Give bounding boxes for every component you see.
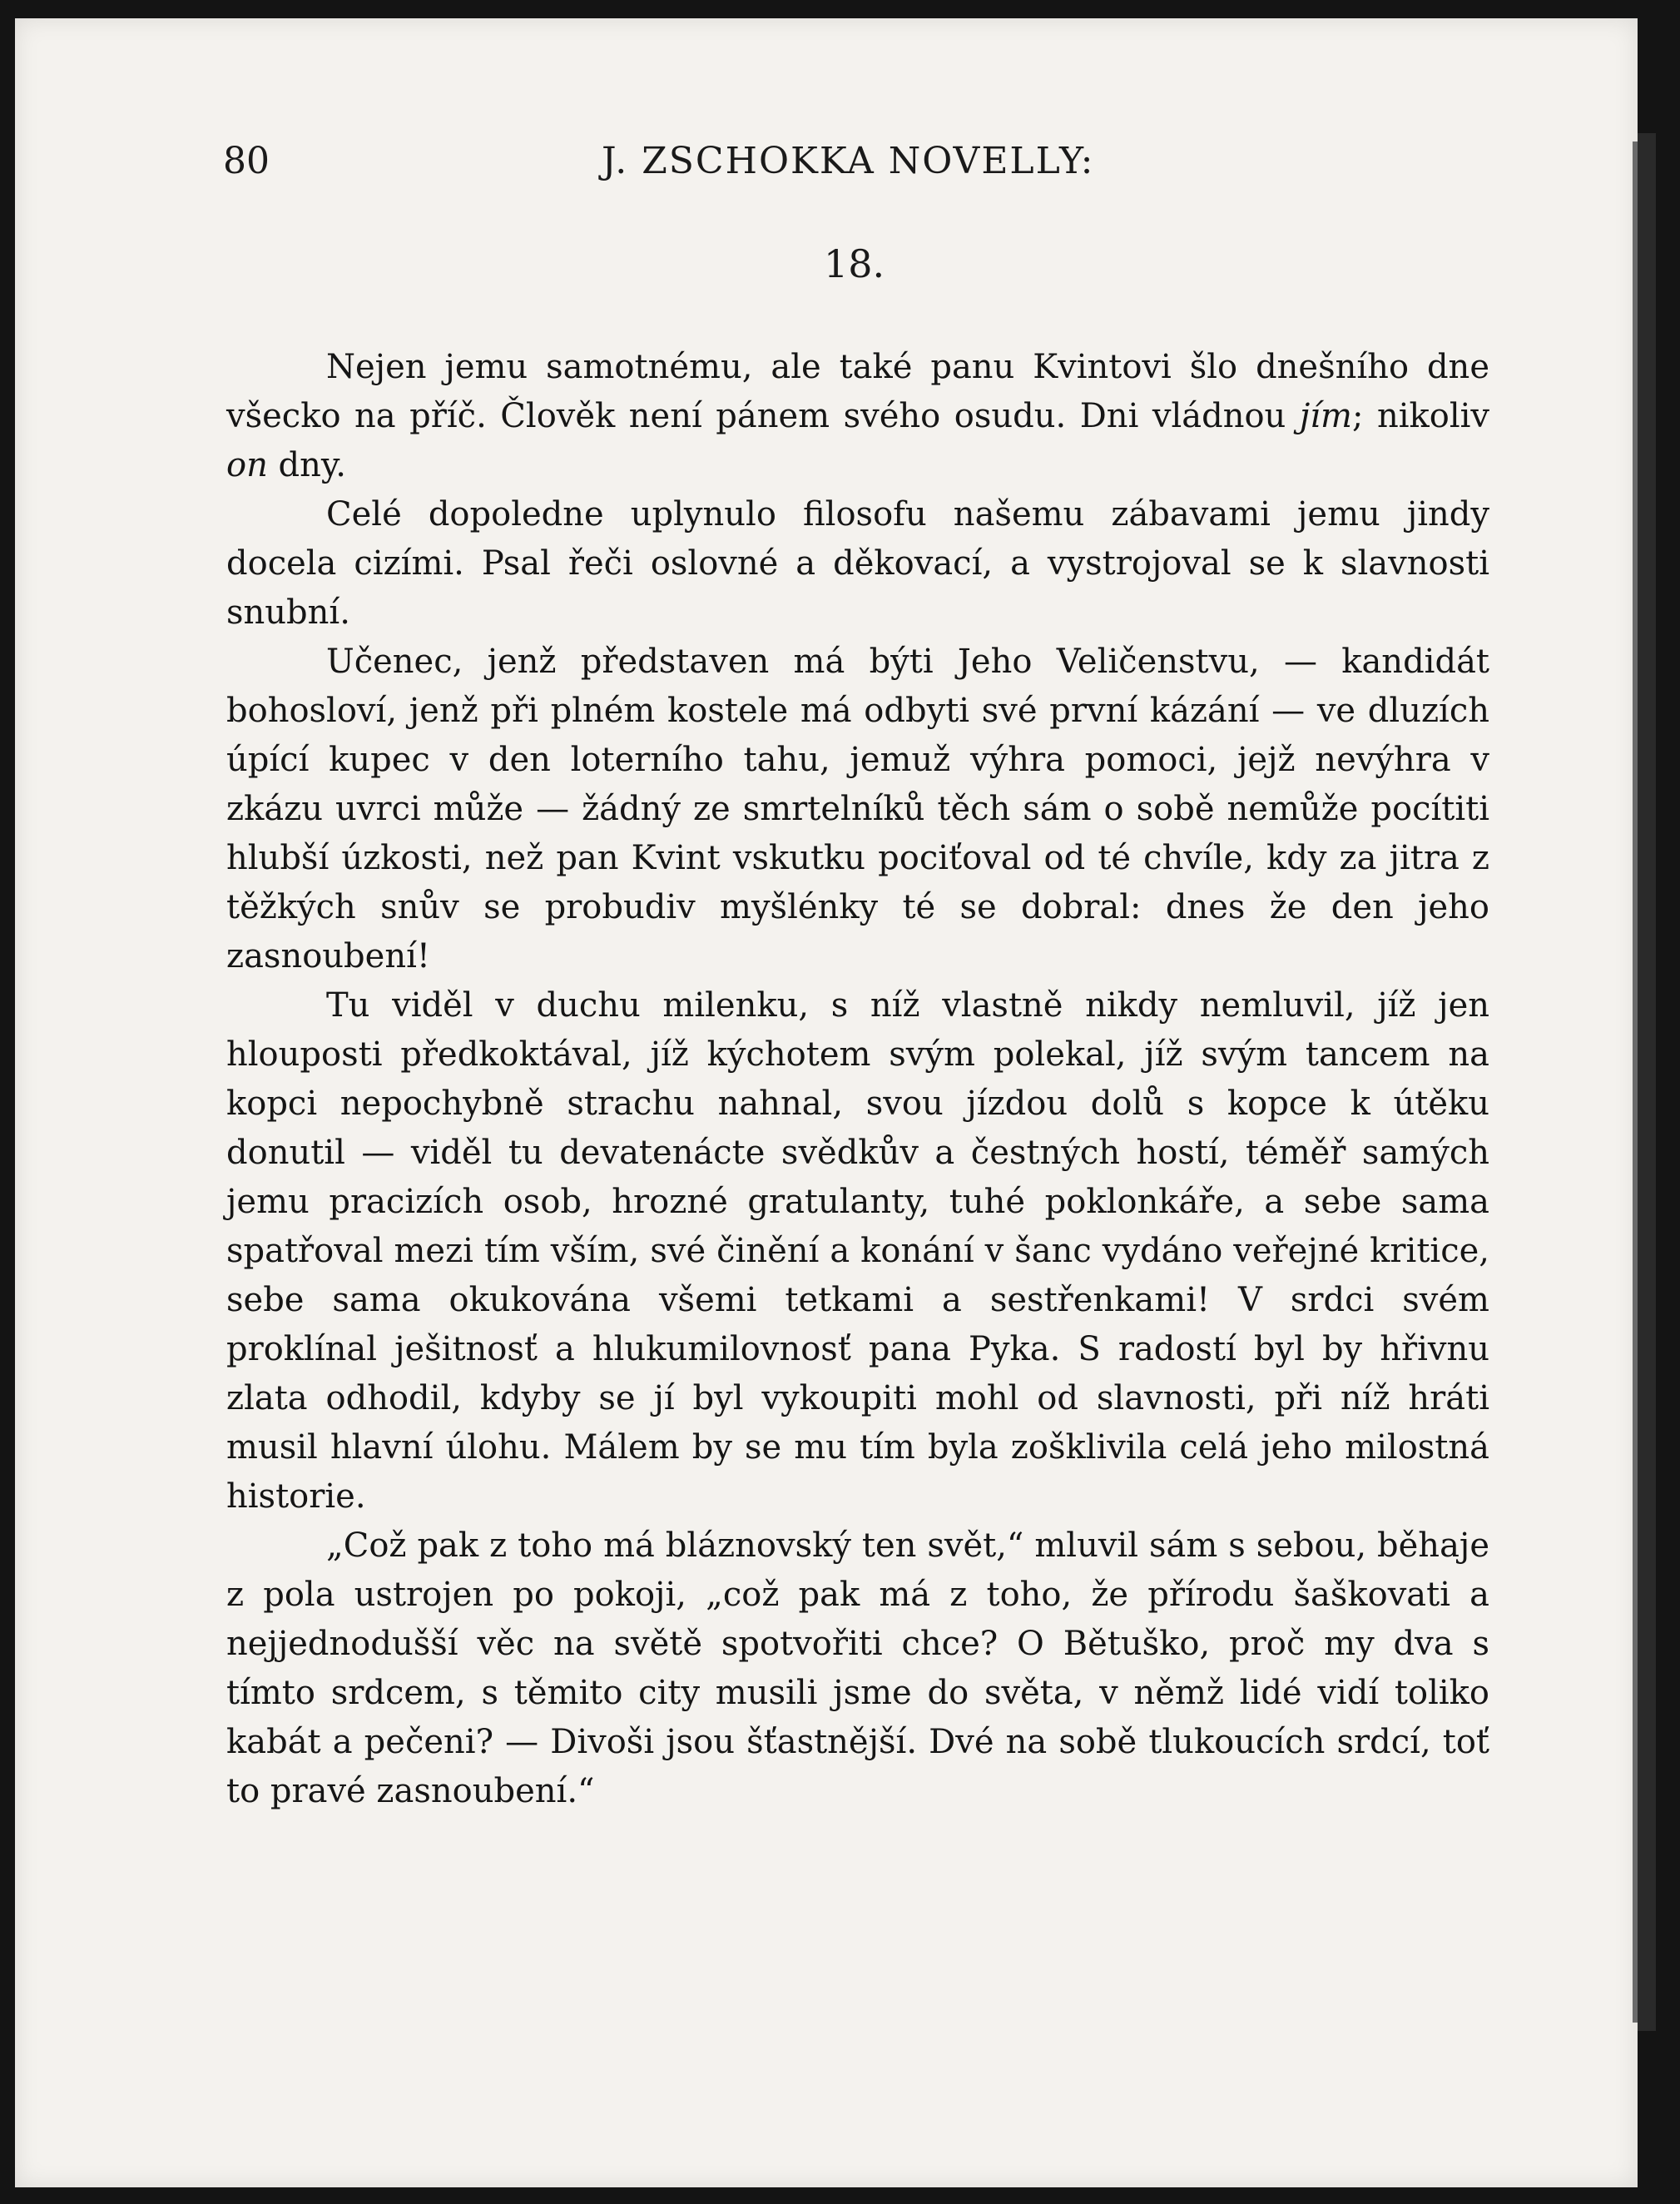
paragraph-1-before: Nejen jemu samotnému, ale také panu Kvintovi šlo dnešního dne všecko na příč. Člověk není pánem svého osudu. Dni vládnou <box>226 348 1489 435</box>
page-edge-highlight <box>1633 141 1638 2023</box>
paragraph-2: Celé dopoledne uplynulo filosofu našemu zábavami jemu jindy docela cizími. Psal řeči oslovné a děkovací, a vystrojoval se k slavnosti snubní. <box>226 495 1489 632</box>
chapter-number: 18. <box>824 241 885 286</box>
paragraph-1-emphasis-jim: jím <box>1299 397 1352 435</box>
paragraph-5: „Což pak z toho má bláznovský ten svět,“ mluvil sám s sebou, běhaje z pola ustrojen po pokoji, „což pak má z toho, že přírodu šaškovati a nejjednodušší věc na světě spotvořiti chce? O Bětuško, proč my dva s tímto srdcem, s těmito city musili jsme do světa, v němž lidé vidí toliko kabát a pečeni? — Divoši jsou šťastnější. Dvé na sobě tlukoucích srdcí, toť to pravé zasnoubení.“ <box>226 1526 1489 1810</box>
paragraph-4: Tu viděl v duchu milenku, s níž vlastně nikdy nemluvil, jíž jen hlouposti předkoktával, jíž kýchotem svým polekal, jíž svým tancem na kopci nepochybně strachu nahnal, svou jízdou dolů s kopce k útěku donutil — viděl tu devatenácte svědkův a čestných hostí, téměř samých jemu pracizích osob, hrozné gratulanty, tuhé poklonkáře, a sebe sama spatřoval mezi tím vším, své činění a konání v šanc vydáno veřejné kritice, sebe sama okukována všemi tetkami a sestřenkami! V srdci svém proklínal ješitnosť a hlukumilovnosť pana Pyka. S radostí byl by hřivnu zlata odhodil, kdyby se jí byl vykoupiti mohl od slavnosti, při níž hráti musil hlavní úlohu. Málem by se mu tím byla zošklivila celá jeho milostná historie. <box>226 986 1489 1516</box>
paragraph-1-middle: ; nikoliv <box>1351 397 1490 435</box>
paragraph-3: Učenec, jenž představen má býti Jeho Veličenstvu, — kandidát bohosloví, jenž při plném kostele má odbyti své první kázání — ve dluzích úpící kupec v den loterního tahu, jemuž výhra pomoci, jejž nevýhra v zkázu uvrci může — žádný ze smrtelníků těch sám o sobě nemůže pocítiti hlubší úzkosti, než pan Kvint vskutku pociťoval od té chvíle, kdy za jitra z těžkých snův se probudiv myšlénky té se dobral: dnes že den jeho zasnoubení! <box>226 643 1489 975</box>
paragraph-1-after: dny. <box>267 446 346 484</box>
paragraph-1 <box>226 343 1489 490</box>
paragraph-1-emphasis-on: on <box>226 446 268 484</box>
running-title: J. ZSCHOKKA NOVELLY: <box>602 140 1095 182</box>
page-number: 80 <box>223 140 270 182</box>
page-edge-shadow <box>1638 133 1656 2031</box>
page-header <box>223 140 1504 198</box>
body-text <box>226 343 1489 1816</box>
